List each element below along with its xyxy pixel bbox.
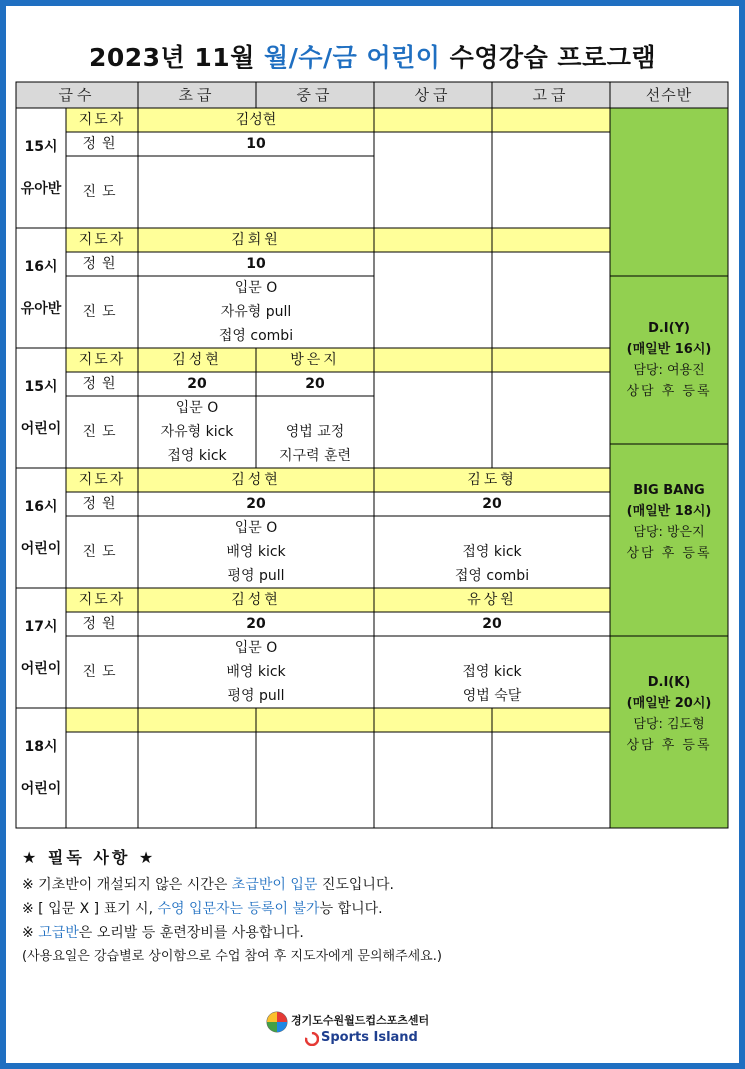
instructor-name: 유상원 [467, 592, 517, 608]
header-athlete: 선수반 [645, 86, 693, 104]
progress-label: 진도 [82, 424, 122, 440]
progress-label: 진도 [82, 664, 122, 680]
session-time-group: 16시 유아반 [20, 259, 62, 317]
note-line: ※ 고급반은 오리발 등 훈련장비를 사용합니다. [22, 925, 304, 941]
instructor-name: 김성현 [172, 352, 222, 368]
header-upper: 상급 [414, 86, 452, 104]
progress-content: 입문 O 배영 kick 평영 pull [226, 640, 286, 704]
session-time-group: 15시 유아반 [20, 139, 62, 197]
progress-label: 진도 [82, 304, 122, 320]
note-line: ※ [ 입문 X ] 표기 시, 수영 입문자는 등록이 불가능 합니다. [22, 901, 383, 917]
progress-content: 입문 O 배영 kick 평영 pull [226, 520, 286, 584]
progress-content: 접영 kick 접영 combi [454, 544, 530, 584]
session-time-group: 17시 어린이 [20, 619, 62, 677]
notes-section [22, 845, 722, 966]
sports-island-logo-icon [305, 1032, 319, 1046]
progress-label: 진도 [82, 184, 122, 200]
capacity-value: 20 [482, 496, 502, 512]
progress-label: 진도 [82, 544, 122, 560]
footer-logo [265, 1008, 480, 1048]
instructor-name: 김성현 [231, 592, 281, 608]
header-intermediate: 중급 [296, 86, 334, 104]
footer-org-name: 경기도수원월드컵스포츠센터 [291, 1014, 430, 1027]
progress-content: 접영 kick 영법 숙달 [462, 664, 522, 704]
progress-content: 영법 교정 지구력 훈련 [278, 424, 352, 464]
instructor-name: 김도형 [467, 472, 517, 488]
capacity-label: 정원 [82, 376, 122, 392]
note-line: (사용요일은 강습별로 상이함으로 수업 참여 후 지도자에게 문의해주세요.) [22, 949, 442, 964]
center-logo-icon [265, 1010, 289, 1034]
instructor-name: 방은지 [290, 352, 340, 368]
notes-heading: ★ 필독 사항 ★ [22, 848, 157, 867]
athlete-class: BIG BANG (매일반 18시) 담당: 방은지 상담 후 등록 [626, 483, 712, 561]
capacity-label: 정원 [82, 256, 122, 272]
session-time-group: 15시 어린이 [20, 379, 62, 437]
header-beginner: 초급 [178, 86, 216, 104]
capacity-label: 정원 [82, 136, 122, 152]
capacity-value: 10 [246, 136, 266, 152]
instructor-label: 지도자 [78, 352, 126, 368]
footer-brand: Sports Island [321, 1030, 418, 1045]
instructor-label: 지도자 [78, 112, 126, 128]
instructor-label: 지도자 [78, 472, 126, 488]
progress-content: 입문 O 자유형 kick 접영 kick [160, 400, 234, 464]
note-line: ※ 기초반이 개설되지 않은 시간은 초급반이 입문 진도입니다. [22, 877, 394, 893]
capacity-label: 정원 [82, 496, 122, 512]
capacity-value: 20 [246, 616, 266, 632]
capacity-value: 20 [305, 376, 325, 392]
instructor-name: 김성현 [231, 472, 281, 488]
capacity-value: 20 [246, 496, 266, 512]
session-time-group: 18시 어린이 [20, 739, 62, 797]
header-advanced: 고급 [532, 86, 570, 104]
instructor-label: 지도자 [78, 592, 126, 608]
instructor-name: 김성현 [235, 112, 277, 128]
capacity-value: 10 [246, 256, 266, 272]
header-level: 급수 [58, 86, 96, 104]
capacity-label: 정원 [82, 616, 122, 632]
capacity-value: 20 [482, 616, 502, 632]
instructor-name: 김회원 [231, 232, 281, 248]
title-days: 월/수/금 어린이 [264, 43, 441, 72]
instructor-label: 지도자 [78, 232, 126, 248]
progress-content: 입문 O 자유형 pull 접영 combi [218, 280, 294, 344]
session-time-group: 16시 어린이 [20, 499, 62, 557]
page-title: 2023년 11월 월/수/금 어린이 수영강습 프로그램 [88, 43, 657, 72]
athlete-class: D.I(K) (매일반 20시) 담당: 김도형 상담 후 등록 [626, 675, 712, 753]
capacity-value: 20 [187, 376, 207, 392]
athlete-class: D.I(Y) (매일반 16시) 담당: 여용진 상담 후 등록 [626, 321, 712, 399]
